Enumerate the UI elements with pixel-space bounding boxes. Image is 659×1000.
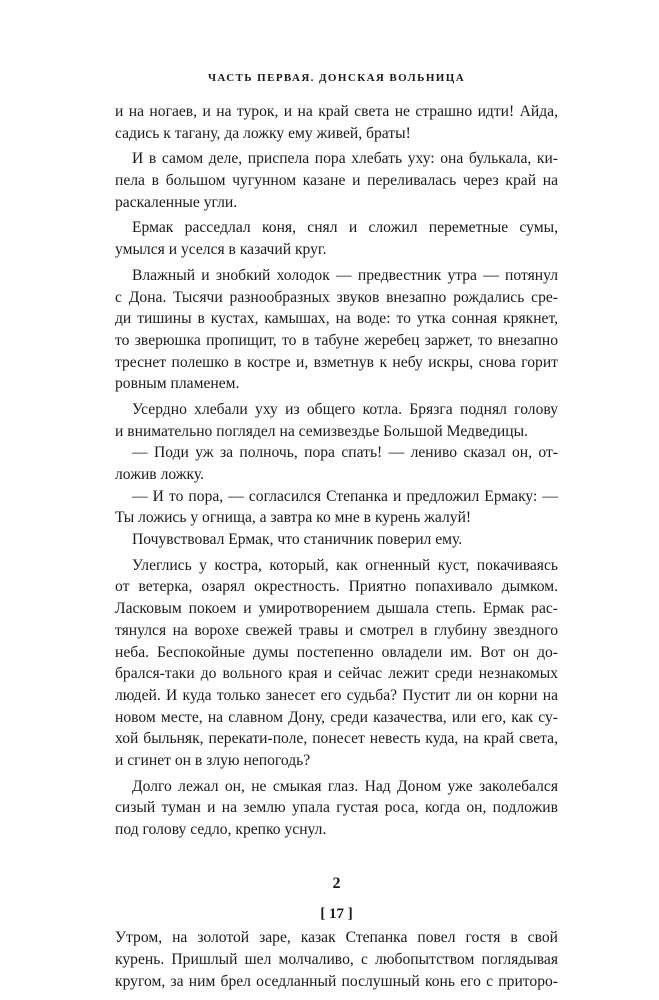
text-line: брался-таки до вольного края и сейчас лежит среди незнакомых [115,665,558,683]
text-line: ди тишины в кустах, камышах, на воде: то утка сонная крякнет, [115,310,558,328]
text-line: раскаленные угли. [115,193,238,211]
text-line: то зверюшка пропищит, то в табуне жеребец заржет, то внезапно [115,331,558,349]
text-line: Почувствовал Ермак, что станичник поверил ему. [132,531,463,549]
text-line: неба. Беспокойные думы постепенно овладели им. Вот он до- [115,643,558,661]
text-line: — И то пора, — согласился Степанка и предложил Ермаку: — [132,487,558,505]
text-line: Усердно хлебали уху из общего котла. Брязга поднял голову [132,400,558,418]
text-line: курень. Пришлый шел молчаливо, с любопытством поглядывая [115,951,558,969]
text-line: ложив ложку. [115,466,205,483]
chapter-number: 2 [332,874,341,892]
text-line: сизый туман и на землю упала густая роса, когда он, подложив [115,799,558,817]
body-text [115,101,558,992]
text-line: Улеглись у костра, который, как огненный куст, покачиваясь [132,556,558,574]
text-line: Ты ложись у огнища, а завтра ко мне в курень жалуй! [115,509,472,527]
text-line: и внимательно поглядел на семизвездье Большой Медведицы. [115,422,528,440]
text-line: умылся и уселся в казачий круг. [115,241,327,259]
text-line: пела в большом чугунном казане и переливалась через край на [115,172,558,190]
text-line: под голову седло, крепко уснул. [115,821,327,838]
text-line: Утром, на золотой заре, казак Степанка повел гостя в свой [115,929,558,947]
text-line: с Дона. Тысячи разнообразных звуков внезапно рождались сре- [115,288,558,306]
text-line: тянулся на ворохе свежей травы и смотрел в глубину звездного [115,621,558,639]
text-line: и сгинет он в злую непогодь? [115,751,311,769]
text-line: садись к тагану, да ложку ему живей, браты! [115,124,411,142]
text-line: людей. И куда только занесет его судьба? Пустит ли он корни на [115,686,558,704]
text-line: Влажный и знобкий холодок — предвестник утра — потянул [132,266,558,284]
text-line: треснет полешко в костре и, взметнув к небу искры, снова горит [115,353,558,371]
text-line: новом месте, на славном Дону, среди казачества, или его, как су- [115,708,558,726]
text-line: Ермак расседлал коня, снял и сложил переметные сумы, [132,219,558,237]
text-line: кругом, за ним брел оседланный послушный конь его с приторо- [115,972,558,990]
text-line: и на ногаев, и на турок, и на край света не страшно идти! Айда, [115,103,558,120]
text-line: Ласковым покоем и умиротворением дышала степь. Ермак рас- [115,600,558,618]
text-line: Долго лежал он, не смыкая глаз. Над Доном уже заколебался [132,777,558,795]
text-line: И в самом деле, приспела пора хлебать уху: она булькала, ки- [132,150,558,168]
page-number: [ 17 ] [320,906,353,922]
text-line: ровным пламенем. [115,375,240,393]
running-header: ЧАСТЬ ПЕРВАЯ. ДОНСКАЯ ВОЛЬНИЦА [207,72,466,84]
text-line: от ветерка, озарял окрестность. Приятно попахивало дымком. [115,578,558,596]
text-line: хой быльняк, перекати-поле, понесет невесть куда, на край света, [115,730,558,748]
text-line: — Поди уж за полночь, пора спать! — лениво сказал он, от- [132,444,558,462]
